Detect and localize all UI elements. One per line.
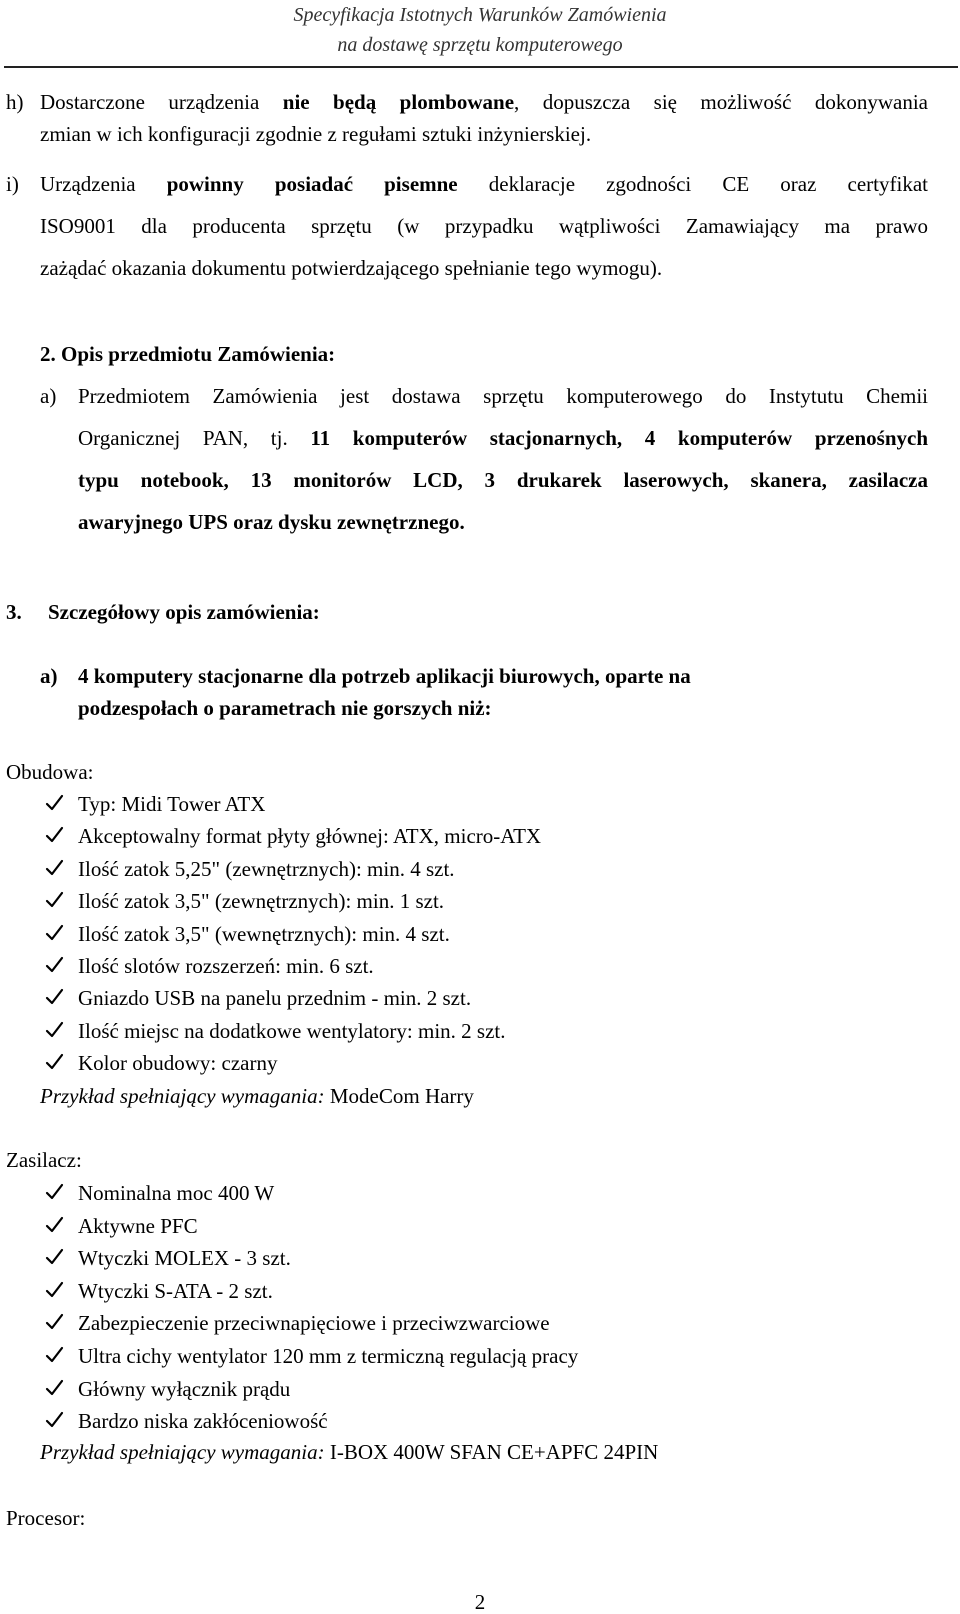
section-3-heading: Szczegółowy opis zamówienia: — [48, 600, 320, 624]
checkmark-icon — [44, 1344, 64, 1368]
item-h-marker: h) — [6, 90, 24, 114]
checkmark-icon — [44, 1377, 64, 1401]
checkmark-icon — [44, 1051, 64, 1075]
zasilacz-title: Zasilacz: — [6, 1148, 82, 1172]
checkmark-icon — [44, 1019, 64, 1043]
checkmark-icon — [44, 922, 64, 946]
checkmark-icon — [44, 792, 64, 816]
item-h-line1: Dostarczone urządzenia nie będą plombowane, dopuszcza się możliwość dokonywania — [40, 90, 928, 114]
item-i-line2: ISO9001 dla producenta sprzętu (w przypadku wątpliwości Zamawiający ma prawo — [40, 214, 928, 238]
section-2-heading: 2. Opis przedmiotu Zamówienia: — [40, 342, 336, 366]
zasilacz-example: Przykład spełniający wymagania: I-BOX 400W SFAN CE+APFC 24PIN — [40, 1440, 659, 1464]
list-item: Wtyczki S-ATA - 2 szt. — [78, 1278, 273, 1303]
obudowa-example: Przykład spełniający wymagania: ModeCom Harry — [40, 1084, 474, 1108]
checkmark-icon — [44, 889, 64, 913]
list-item: Akceptowalny format płyty głównej: ATX, micro-ATX — [78, 824, 542, 849]
header-divider — [4, 66, 958, 68]
list-item: Ilość zatok 5,25" (zewnętrznych): min. 4 szt. — [78, 856, 455, 881]
checkmark-icon — [44, 1214, 64, 1238]
list-item: Główny wyłącznik prądu — [78, 1376, 291, 1401]
checkmark-icon — [44, 857, 64, 881]
section-3-a-line2: podzespołach o parametrach nie gorszych niż: — [78, 696, 492, 720]
item-h-line2: zmian w ich konfiguracji zgodnie z regułami sztuki inżynierskiej. — [40, 122, 592, 146]
list-item: Kolor obudowy: czarny — [78, 1051, 278, 1076]
checkmark-icon — [44, 824, 64, 848]
checkmark-icon — [44, 986, 64, 1010]
section-2-a-line4: awaryjnego UPS oraz dysku zewnętrznego. — [78, 510, 465, 534]
list-item: Gniazdo USB na panelu przednim - min. 2 szt. — [78, 986, 472, 1011]
header-title-line2: na dostawę sprzętu komputerowego — [337, 34, 623, 56]
section-2-a-line3: typu notebook, 13 monitorów LCD, 3 drukarek laserowych, skanera, zasilacza — [78, 468, 928, 492]
checkmark-icon — [44, 1409, 64, 1433]
checkmark-icon — [44, 954, 64, 978]
section-3-a-marker: a) — [40, 664, 58, 688]
item-i-line1: Urządzenia powinny posiadać pisemne deklaracje zgodności CE oraz certyfikat — [40, 172, 928, 196]
list-item: Ilość slotów rozszerzeń: min. 6 szt. — [78, 954, 374, 978]
obudowa-title: Obudowa: — [6, 760, 94, 784]
section-3-a-line1: 4 komputery stacjonarne dla potrzeb aplikacji biurowych, oparte na — [78, 664, 691, 688]
list-item: Bardzo niska zakłóceniowość — [78, 1409, 328, 1434]
item-i-line3: zażądać okazania dokumentu potwierdzającego spełnianie tego wymogu). — [40, 256, 663, 280]
list-item: Ultra cichy wentylator 120 mm z termiczną regulacją pracy — [78, 1344, 579, 1368]
list-item: Ilość zatok 3,5" (wewnętrznych): min. 4 szt. — [78, 921, 450, 946]
item-i-marker: i) — [6, 172, 19, 196]
checkmark-icon — [44, 1311, 64, 1335]
page-number: 2 — [474, 1590, 486, 1614]
list-item: Typ: Midi Tower ATX — [78, 792, 266, 816]
list-item: Nominalna moc 400 W — [78, 1181, 275, 1205]
section-2-a-line2: Organicznej PAN, tj. 11 komputerów stacjonarnych, 4 komputerów przenośnych — [78, 426, 929, 450]
list-item: Wtyczki MOLEX - 3 szt. — [78, 1246, 291, 1271]
list-item: Zabezpieczenie przeciwnapięciowe i przeciwzwarciowe — [78, 1311, 550, 1336]
list-item: Ilość miejsc na dodatkowe wentylatory: min. 2 szt. — [78, 1018, 506, 1043]
checkmark-icon — [44, 1246, 64, 1270]
checkmark-icon — [44, 1181, 64, 1205]
list-item: Ilość zatok 3,5" (zewnętrznych): min. 1 szt. — [78, 889, 445, 914]
section-2-a-marker: a) — [40, 384, 57, 408]
list-item: Aktywne PFC — [78, 1213, 198, 1238]
section-2-a-line1: Przedmiotem Zamówienia jest dostawa sprzętu komputerowego do Instytutu Chemii — [78, 384, 928, 408]
checkmark-icon — [44, 1279, 64, 1303]
header-title-line1: Specyfikacja Istotnych Warunków Zamówienia — [293, 4, 667, 26]
section-3-heading-number: 3. — [6, 600, 22, 624]
procesor-title: Procesor: — [6, 1506, 86, 1530]
